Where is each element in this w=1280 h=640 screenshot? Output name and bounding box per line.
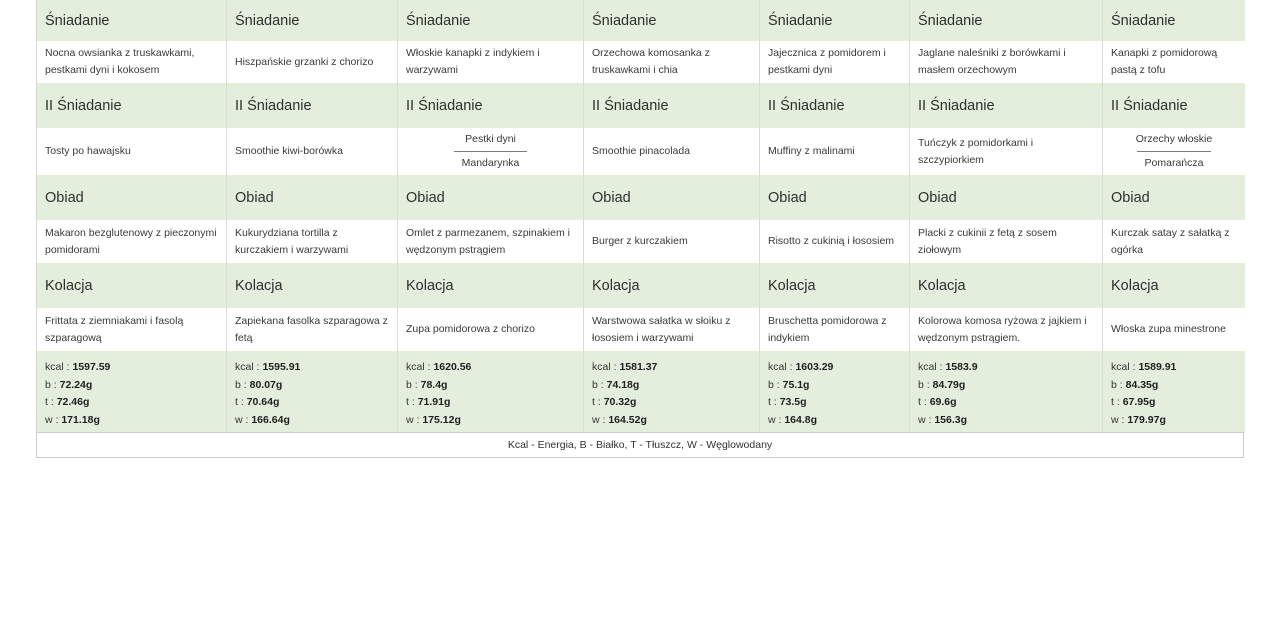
nutrition-carbs-value: 175.12g [422, 413, 461, 426]
breakfast-dish: Jaglane naleśniki z borówkami i masłem orzechowym [910, 41, 1103, 83]
nutrition-protein-value: 84.79g [932, 378, 966, 391]
nutrition-kcal-label: kcal : [592, 361, 617, 373]
nutrition-protein-line [918, 377, 1094, 395]
nutrition-carbs-label: w : [406, 413, 420, 426]
nutrition-kcal-value: 1595.91 [262, 361, 301, 373]
dinner-header: Kolacja [227, 263, 398, 308]
nutrition-kcal-line [45, 359, 218, 377]
nutrition-fat-line [235, 394, 389, 412]
nutrition-carbs-value: 179.97g [1127, 413, 1166, 426]
nutrition-fat-label: t : [918, 396, 927, 408]
nutrition-fat-label: t : [235, 396, 244, 408]
nutrition-protein-label: b : [768, 378, 780, 391]
breakfast-dish: Włoskie kanapki z indykiem i warzywami [398, 41, 584, 83]
breakfast-dish: Jajecznica z pomidorem i pestkami dyni [760, 41, 910, 83]
nutrition-carbs-label: w : [1111, 413, 1125, 426]
nutrition-carbs-value: 156.3g [934, 413, 968, 426]
nutrition-protein-line [768, 377, 901, 395]
nutrition-carbs-value: 164.8g [784, 413, 818, 426]
nutrition-protein-label: b : [1111, 378, 1123, 391]
nutrition-fat-value: 67.95g [1122, 396, 1156, 408]
lunch-dish: Placki z cukinii z fetą z sosem ziołowym [910, 220, 1103, 263]
second-breakfast-header: II Śniadanie [760, 83, 910, 128]
dinner-dish: Zapiekana fasolka szparagowa z fetą [227, 308, 398, 351]
nutrition-fat-label: t : [45, 396, 54, 408]
lunch-header: Obiad [760, 175, 910, 220]
nutrition-fat-label: t : [768, 396, 777, 408]
breakfast-dish: Kanapki z pomidorową pastą z tofu [1103, 41, 1245, 83]
nutrition-kcal-line [406, 359, 575, 377]
nutrition-summary [760, 351, 910, 433]
nutrition-protein-line [592, 377, 751, 395]
nutrition-protein-value: 80.07g [249, 378, 283, 391]
nutrition-summary [1103, 351, 1245, 433]
lunch-header: Obiad [910, 175, 1103, 220]
nutrition-carbs-label: w : [918, 413, 932, 426]
nutrition-kcal-value: 1620.56 [433, 361, 472, 373]
breakfast-dish: Nocna owsianka z truskawkami, pestkami dyni i kokosem [37, 41, 227, 83]
second-breakfast-dish: Tuńczyk z pomidorkami i szczypiorkiem [910, 128, 1103, 175]
meal-plan-table [36, 0, 1244, 433]
nutrition-protein-line [1111, 377, 1237, 395]
dinner-header: Kolacja [584, 263, 760, 308]
nutrition-protein-line [235, 377, 389, 395]
lunch-dish: Makaron bezglutenowy z pieczonymi pomidorami [37, 220, 227, 263]
nutrition-fat-value: 73.5g [779, 396, 807, 408]
nutrition-protein-value: 72.24g [59, 378, 93, 391]
nutrition-carbs-line [1111, 412, 1237, 430]
nutrition-carbs-value: 164.52g [608, 413, 647, 426]
nutrition-summary [584, 351, 760, 433]
nutrition-fat-label: t : [592, 396, 601, 408]
lunch-header: Obiad [584, 175, 760, 220]
nutrition-summary [398, 351, 584, 433]
nutrition-kcal-value: 1589.91 [1138, 361, 1177, 373]
nutrition-fat-line [406, 394, 575, 412]
nutrition-carbs-label: w : [235, 413, 249, 426]
legend-footer: Kcal - Energia, B - Białko, T - Tłuszcz, W - Węglowodany [36, 432, 1244, 458]
nutrition-kcal-line [918, 359, 1094, 377]
nutrition-summary [227, 351, 398, 433]
nutrition-carbs-label: w : [45, 413, 59, 426]
second-breakfast-header: II Śniadanie [1103, 83, 1245, 128]
dinner-header: Kolacja [1103, 263, 1245, 308]
nutrition-fat-line [1111, 394, 1237, 412]
second-breakfast-header: II Śniadanie [227, 83, 398, 128]
nutrition-kcal-label: kcal : [235, 361, 260, 373]
dinner-dish: Kolorowa komosa ryżowa z jajkiem i wędzonym pstrągiem. [910, 308, 1103, 351]
dinner-dish: Zupa pomidorowa z chorizo [398, 308, 584, 351]
breakfast-dish: Hiszpańskie grzanki z chorizo [227, 41, 398, 83]
second-breakfast-item: Mandarynka [454, 151, 528, 175]
nutrition-kcal-value: 1597.59 [72, 361, 111, 373]
nutrition-carbs-line [406, 412, 575, 430]
nutrition-kcal-label: kcal : [918, 361, 943, 373]
nutrition-summary [37, 351, 227, 433]
nutrition-protein-label: b : [918, 378, 930, 391]
nutrition-protein-value: 78.4g [420, 378, 448, 391]
second-breakfast-dish: Smoothie pinacolada [584, 128, 760, 175]
nutrition-fat-value: 70.32g [603, 396, 637, 408]
breakfast-header: Śniadanie [37, 0, 227, 41]
nutrition-protein-label: b : [592, 378, 604, 391]
breakfast-header: Śniadanie [1103, 0, 1245, 41]
second-breakfast-header: II Śniadanie [37, 83, 227, 128]
nutrition-kcal-line [1111, 359, 1237, 377]
second-breakfast-item: Orzechy włoskie [1135, 133, 1213, 145]
nutrition-fat-line [768, 394, 901, 412]
lunch-dish: Kukurydziana tortilla z kurczakiem i warzywami [227, 220, 398, 263]
nutrition-carbs-line [45, 412, 218, 430]
second-breakfast-dish: Smoothie kiwi-borówka [227, 128, 398, 175]
nutrition-kcal-label: kcal : [406, 361, 431, 373]
dinner-dish: Warstwowa sałatka w słoiku z łososiem i warzywami [584, 308, 760, 351]
nutrition-fat-line [45, 394, 218, 412]
nutrition-fat-line [918, 394, 1094, 412]
nutrition-kcal-value: 1603.29 [795, 361, 834, 373]
nutrition-summary [910, 351, 1103, 433]
nutrition-protein-line [406, 377, 575, 395]
lunch-header: Obiad [227, 175, 398, 220]
nutrition-carbs-value: 171.18g [61, 413, 100, 426]
nutrition-protein-value: 75.1g [782, 378, 810, 391]
lunch-dish: Omlet z parmezanem, szpinakiem i wędzonym pstrągiem [398, 220, 584, 263]
nutrition-fat-label: t : [406, 396, 415, 408]
dinner-header: Kolacja [760, 263, 910, 308]
second-breakfast-header: II Śniadanie [910, 83, 1103, 128]
second-breakfast-header: II Śniadanie [584, 83, 760, 128]
dinner-header: Kolacja [910, 263, 1103, 308]
second-breakfast-item: Pestki dyni [465, 133, 516, 145]
nutrition-kcal-label: kcal : [45, 361, 70, 373]
nutrition-carbs-value: 166.64g [251, 413, 290, 426]
nutrition-fat-value: 70.64g [246, 396, 280, 408]
nutrition-carbs-label: w : [768, 413, 782, 426]
nutrition-kcal-label: kcal : [768, 361, 793, 373]
breakfast-dish: Orzechowa komosanka z truskawkami i chia [584, 41, 760, 83]
nutrition-fat-value: 72.46g [56, 396, 90, 408]
breakfast-header: Śniadanie [398, 0, 584, 41]
second-breakfast-cell [398, 128, 584, 175]
nutrition-carbs-line [592, 412, 751, 430]
lunch-dish: Risotto z cukinią i łososiem [760, 220, 910, 263]
nutrition-kcal-value: 1581.37 [619, 361, 658, 373]
nutrition-kcal-value: 1583.9 [945, 361, 978, 373]
nutrition-carbs-label: w : [592, 413, 606, 426]
second-breakfast-cell [1103, 128, 1245, 175]
nutrition-carbs-line [235, 412, 389, 430]
lunch-header: Obiad [398, 175, 584, 220]
lunch-dish: Burger z kurczakiem [584, 220, 760, 263]
nutrition-protein-label: b : [235, 378, 247, 391]
nutrition-kcal-line [768, 359, 901, 377]
dinner-dish: Włoska zupa minestrone [1103, 308, 1245, 351]
nutrition-fat-value: 71.91g [417, 396, 451, 408]
second-breakfast-dish: Tosty po hawajsku [37, 128, 227, 175]
lunch-header: Obiad [1103, 175, 1245, 220]
second-breakfast-header: II Śniadanie [398, 83, 584, 128]
dinner-header: Kolacja [37, 263, 227, 308]
nutrition-kcal-label: kcal : [1111, 361, 1136, 373]
nutrition-fat-label: t : [1111, 396, 1120, 408]
dinner-header: Kolacja [398, 263, 584, 308]
nutrition-protein-label: b : [406, 378, 418, 391]
dinner-dish: Bruschetta pomidorowa z indykiem [760, 308, 910, 351]
nutrition-kcal-line [592, 359, 751, 377]
lunch-header: Obiad [37, 175, 227, 220]
nutrition-kcal-line [235, 359, 389, 377]
breakfast-header: Śniadanie [584, 0, 760, 41]
nutrition-protein-value: 84.35g [1125, 378, 1159, 391]
nutrition-protein-line [45, 377, 218, 395]
breakfast-header: Śniadanie [227, 0, 398, 41]
dinner-dish: Frittata z ziemniakami i fasolą szparagową [37, 308, 227, 351]
nutrition-fat-line [592, 394, 751, 412]
breakfast-header: Śniadanie [910, 0, 1103, 41]
nutrition-protein-value: 74.18g [606, 378, 640, 391]
nutrition-carbs-line [768, 412, 901, 430]
lunch-dish: Kurczak satay z sałatką z ogórka [1103, 220, 1245, 263]
second-breakfast-item: Pomarańcza [1137, 151, 1212, 175]
nutrition-protein-label: b : [45, 378, 57, 391]
second-breakfast-dish: Muffiny z malinami [760, 128, 910, 175]
breakfast-header: Śniadanie [760, 0, 910, 41]
nutrition-fat-value: 69.6g [929, 396, 957, 408]
nutrition-carbs-line [918, 412, 1094, 430]
